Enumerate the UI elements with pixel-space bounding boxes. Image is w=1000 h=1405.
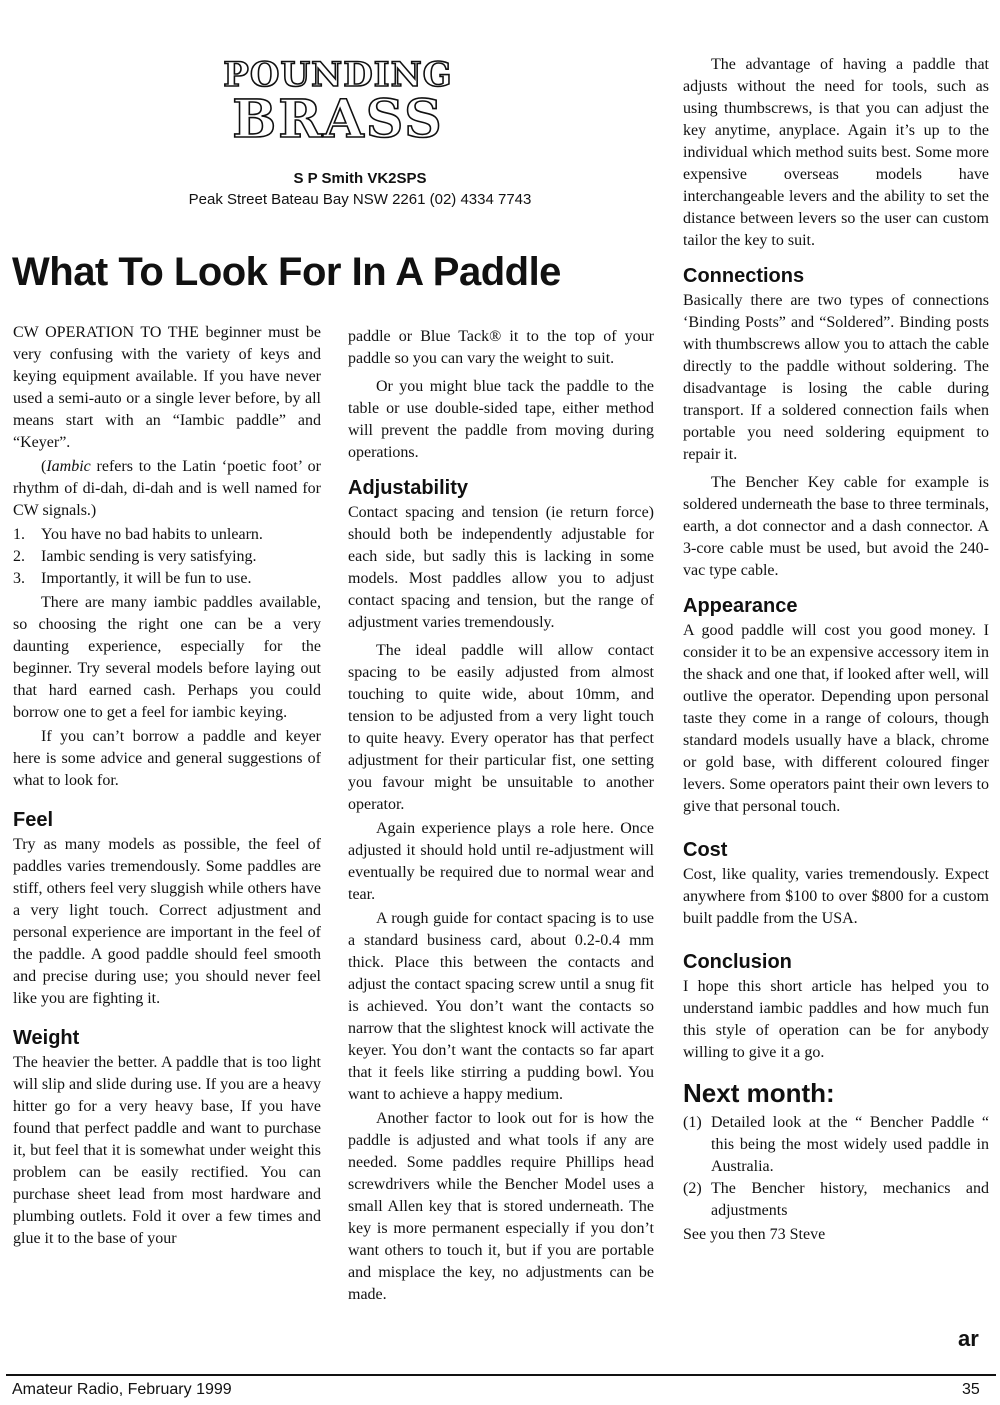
paragraph: Again experience plays a role here. Once adjusted it should hold until re-adjustment will eventually be required due to normal wear and tear. xyxy=(348,820,654,903)
paragraph: Cost, like quality, varies tremendously. Expect anywhere from $100 to over $800 for a custom built paddle from the USA. xyxy=(683,866,989,927)
footer-publication: Amateur Radio, February 1999 xyxy=(12,1381,232,1398)
italic-term: Iambic xyxy=(46,458,91,475)
list-item xyxy=(13,524,321,546)
list-text: Importantly, it will be fun to use. xyxy=(41,570,252,587)
list-text: Detailed look at the “ Bencher Paddle “ this being the most widely used paddle in Australia. xyxy=(711,1114,989,1175)
paragraph: The heavier the better. A paddle that is too light will slip and slide during use. If you are a heavy hitter go for a very heavy base, If you have found that perfect paddle and want to purchase it, but feel that it is somewhat under weight this problem can be easily rectified. You can purchase sheet lead from most hardware and plumbing outlets. Fold it over a few times and glue it to the base of your xyxy=(13,1054,321,1247)
reasons-list xyxy=(13,524,321,590)
paragraph: Basically there are two types of connections ‘Binding Posts” and “Soldered”. Binding posts with thumbscrews allow you to attach the cable directly to the paddle without soldering. The disadvantage is losing the cable during transport. If a soldered connection fails when portable you need soldering equipment to repair it. xyxy=(683,292,989,463)
footer-rule xyxy=(6,1374,996,1376)
heading-connections: Connections xyxy=(683,265,805,287)
column-3 xyxy=(683,54,989,1246)
paragraph: If you can’t borrow a paddle and keyer here is some advice and general suggestions of what to look for. xyxy=(13,728,321,789)
heading-appearance: Appearance xyxy=(683,595,798,617)
list-number: 1. xyxy=(13,526,25,543)
paragraph: The advantage of having a paddle that adjusts without the need for tools, such as using thumbscrews, is that you can adjust the key anytime, anyplace. Again it’s up to the individual which method suits best. Some more expensive overseas models have interchangeable levers and the ability to set the distance between levers so the user can custom tailor the key to suit. xyxy=(683,56,989,249)
article-title: What To Look For In A Paddle xyxy=(12,250,561,294)
paragraph: The ideal paddle will allow contact spacing to be easily adjusted from almost touching to quite wide, about 10mm, and tension to be adjusted from a very light touch to quite heavy. Every operator has that perfect adjustment for their particular fist, one setting you favour might be unsuitable to another operator. xyxy=(348,642,654,813)
column-2 xyxy=(348,326,654,1306)
heading-adjustability: Adjustability xyxy=(348,477,469,499)
heading-weight: Weight xyxy=(13,1027,80,1049)
logo-line-1: POUNDING xyxy=(223,55,453,95)
logo-line-2: BRASS xyxy=(232,89,444,150)
next-month-list xyxy=(683,1112,989,1222)
paragraph-text: refers to the Latin ‘poetic foot’ or rhythm of di-dah, di-dah and is well named for CW signals.) xyxy=(13,458,321,519)
column-1 xyxy=(13,322,321,1250)
paragraph: There are many iambic paddles available, so choosing the right one can be a very daunting experience, especially for the beginner. Try several models before laying out that hard earned cash. Perhaps you could borrow one to get a feel for iambic keying. xyxy=(13,594,321,721)
paragraph: I hope this short article has helped you to understand iambic paddles and how much fun this style of operation can be for anybody willing to give it a go. xyxy=(683,978,989,1061)
paragraph: A rough guide for contact spacing is to use a standard business card, about 0.2-0.4 mm thick. Place this between the contacts and adjust the contact spacing screw until a snug fit is achieved. You don’t want the contacts so narrow that the slightest knock will activate the keyer. You don’t want the contacts so far apart that it feels like stirring a pudding bowl. You want to achieve a happy medium. xyxy=(348,910,654,1103)
list-item xyxy=(683,1112,989,1178)
list-number: (1) xyxy=(683,1114,702,1131)
author-address: Peak Street Bateau Bay NSW 2261 (02) 4334 7743 xyxy=(188,191,532,208)
paragraph: The Bencher Key cable for example is soldered underneath the base to three terminals, earth, a dot connector and a dash connector. A 3-core cable must be used, but avoid the 240-vac type cable. xyxy=(683,474,989,579)
list-number: 2. xyxy=(13,548,25,565)
paragraph: CW OPERATION TO THE beginner must be very confusing with the variety of keys and keying equipment available. If you have never used a semi-auto or a single lever before, by all means start with an “Iambic paddle” and “Keyer”. xyxy=(13,324,321,451)
byline xyxy=(120,170,600,208)
paragraph: Contact spacing and tension (ie return force) should both be independently adjustable for each side, but sadly this is lacking in some models. Most paddles allow you to adjust contact spacing and tension, but the range of adjustment varies tremendously. xyxy=(348,504,654,631)
paragraph: A good paddle will cost you good money. I consider it to be an expensive accessory item in the shack and one that, if looked after well, will outlive the operator. Depending upon personal taste they come in a range of colours, though standard models usually have a black, chrome or gold base, with different coloured finger levers. Some operators paint their own levers to give that personal touch. xyxy=(683,622,989,815)
heading-conclusion: Conclusion xyxy=(683,951,792,973)
paragraph: Try as many models as possible, the feel of paddles varies tremendously. Some paddles are stiff, others feel very sluggish while others have a very light touch. Correct adjustment and personal experience are important in the feel of the paddle. A good paddle should feel smooth and precise during use; you should never feel like you are fighting it. xyxy=(13,836,321,1007)
author-name: S P Smith VK2SPS xyxy=(293,170,427,187)
list-text: Iambic sending is very satisfying. xyxy=(41,548,257,565)
list-item xyxy=(13,546,321,568)
heading-next-month: Next month: xyxy=(683,1078,835,1108)
paragraph: paddle or Blue Tack® it to the top of your paddle so you can vary the weight to suit. xyxy=(348,328,654,367)
list-number: 3. xyxy=(13,570,25,587)
paragraph: Or you might blue tack the paddle to the table or use double-sided tape, either method will prevent the paddle from moving during operations. xyxy=(348,378,654,461)
list-item xyxy=(683,1178,989,1222)
list-text: The Bencher history, mechanics and adjustments xyxy=(711,1180,989,1219)
list-number: (2) xyxy=(683,1180,702,1197)
heading-feel: Feel xyxy=(13,809,54,831)
pounding-brass-logo xyxy=(218,55,458,168)
paragraph: Another factor to look out for is how the paddle is adjusted and what tools if any are needed. Some paddles require Phillips head screwdrivers while the Bencher Model uses a small Allen key that is stored underneath. The key is more permanent especially if you don’t want others to touch it, but if you are portable and misplace the key, no adjustments can be made. xyxy=(348,1110,654,1303)
end-mark: ar xyxy=(958,1326,979,1351)
sign-off: See you then 73 Steve xyxy=(683,1226,826,1243)
list-item xyxy=(13,568,321,590)
page-number: 35 xyxy=(962,1381,980,1398)
paragraph: (Iambic refers to the Latin ‘poetic foot’ or rhythm of di-dah, di-dah and is well named for CW signals.) xyxy=(13,458,321,519)
heading-cost: Cost xyxy=(683,839,728,861)
list-text: You have no bad habits to unlearn. xyxy=(41,526,263,543)
